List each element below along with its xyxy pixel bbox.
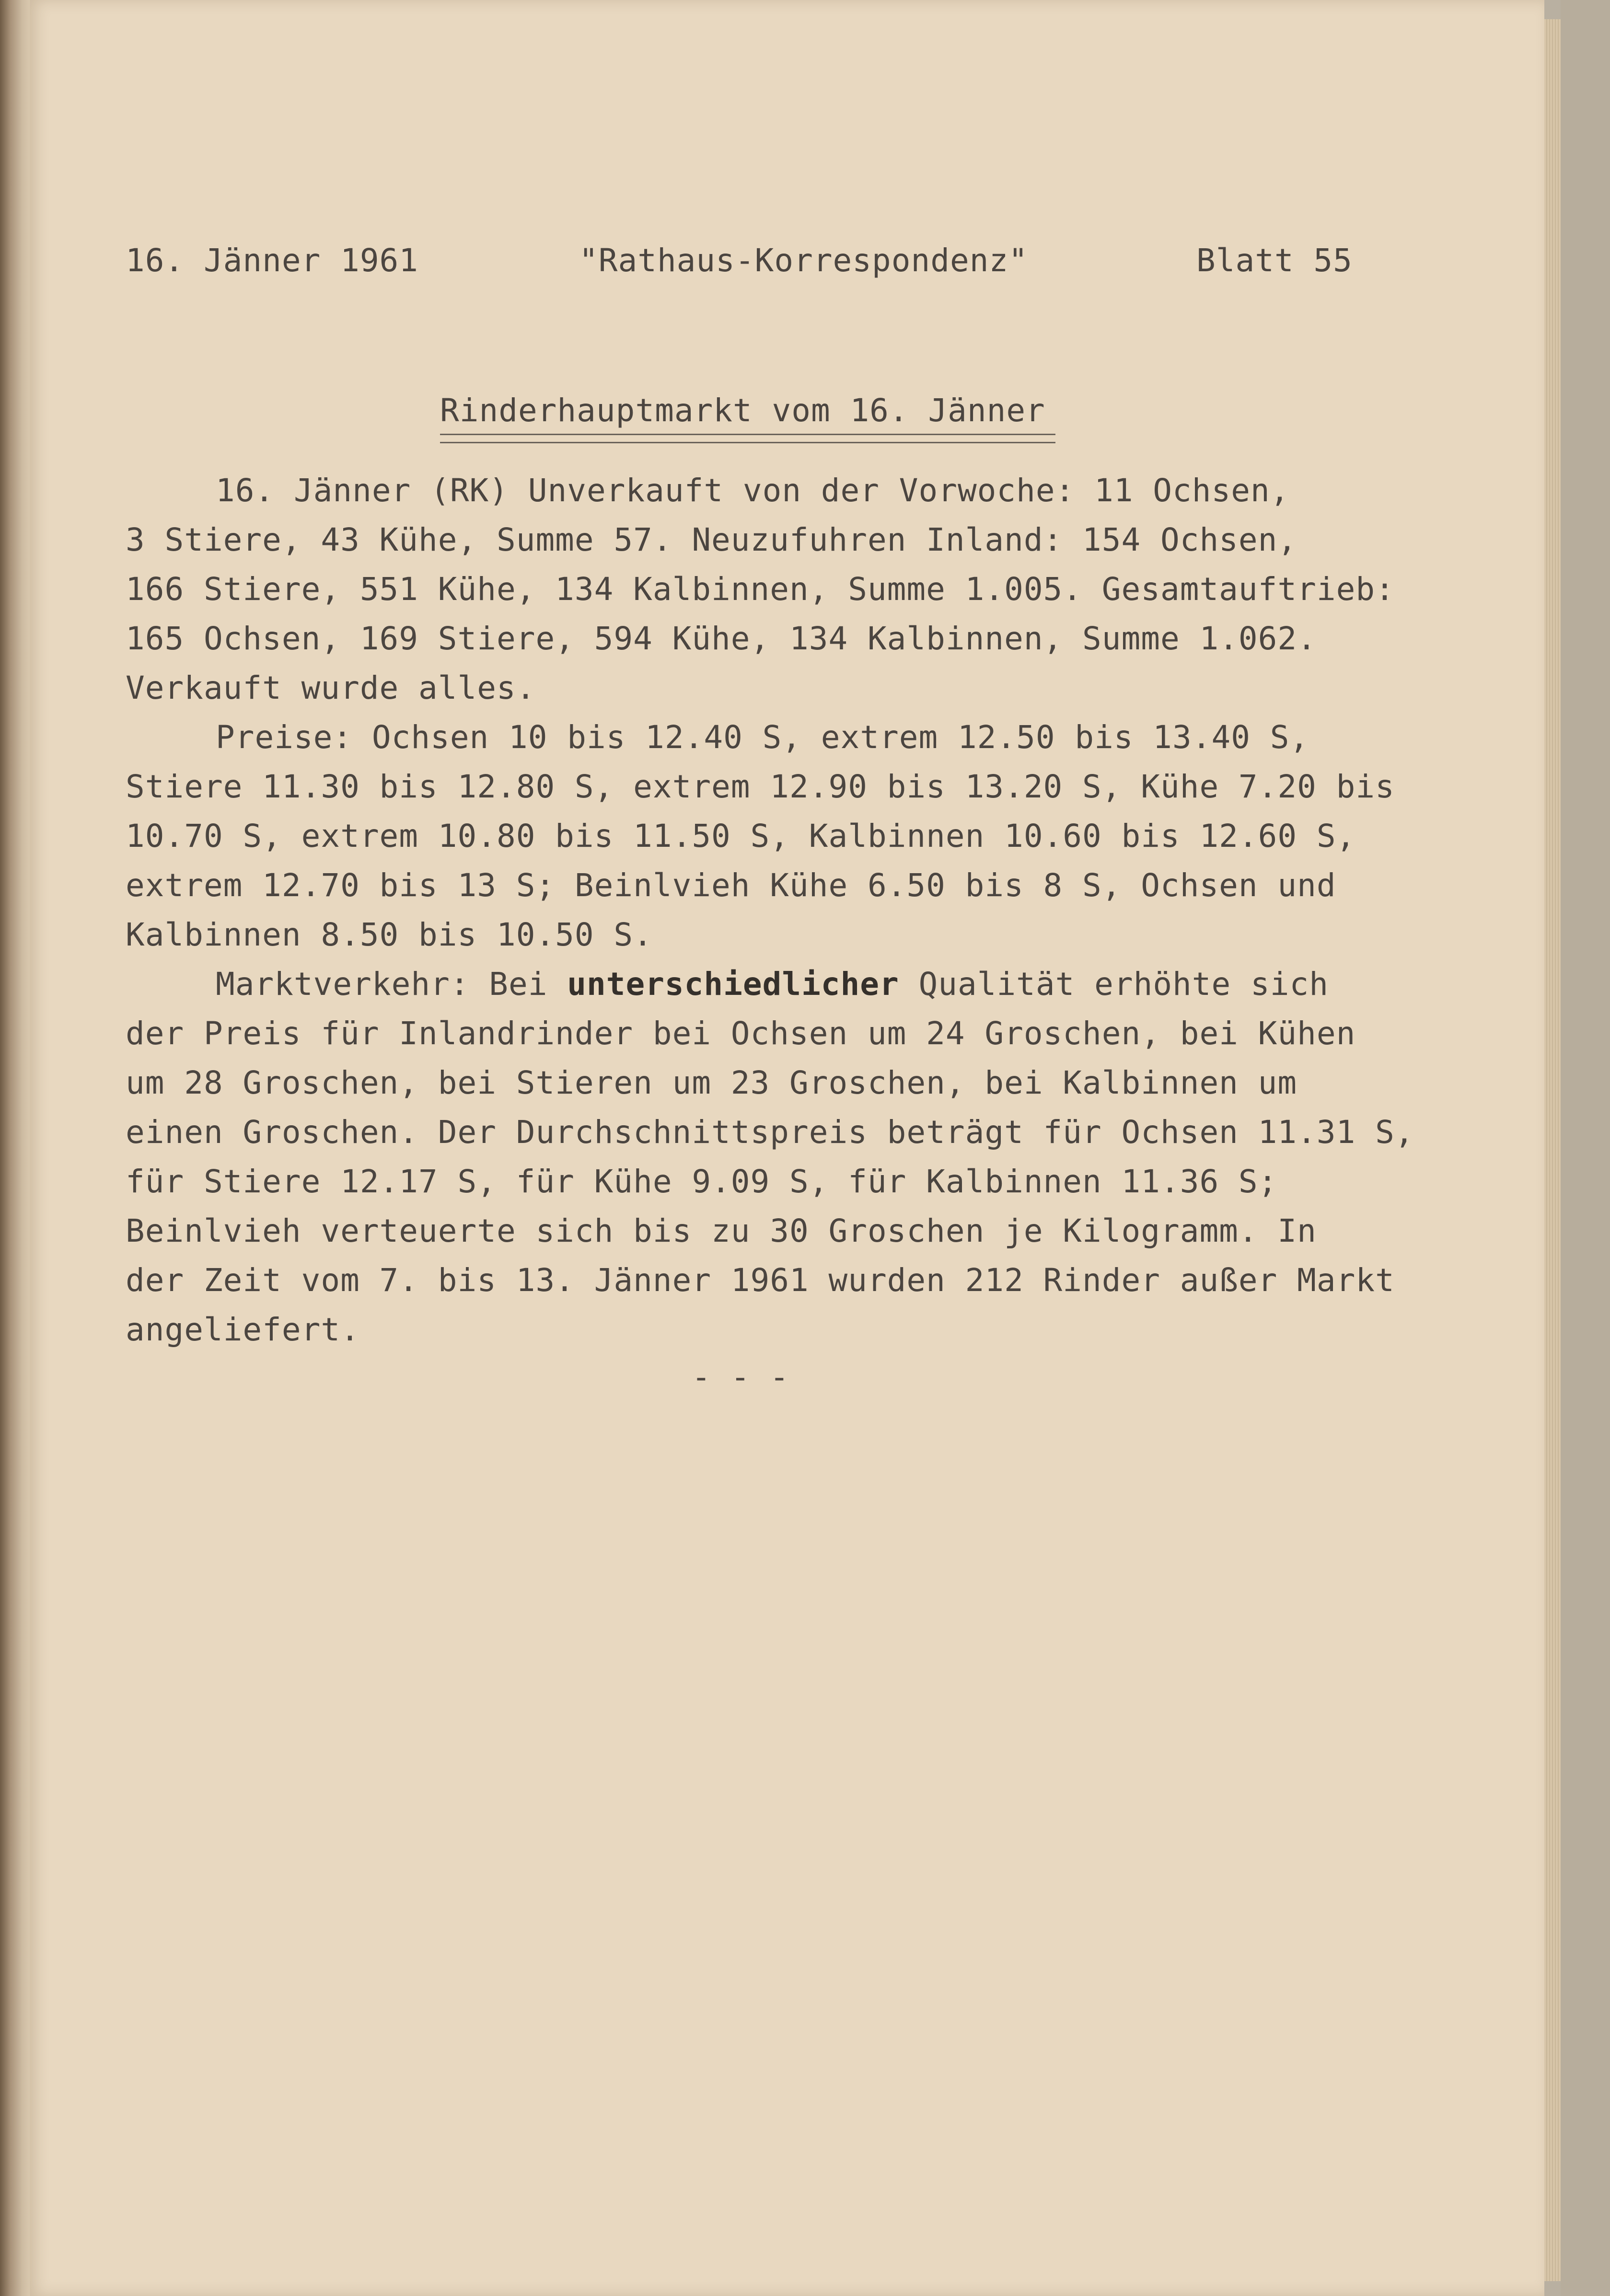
paragraph3-line: angeliefert. — [126, 1311, 360, 1348]
paragraph3-line: einen Groschen. Der Durchschnittspreis beträgt für Ochsen 11.31 S, — [126, 1114, 1414, 1151]
end-mark: - - - — [692, 1359, 789, 1396]
paragraph2-line: Stiere 11.30 bis 12.80 S, extrem 12.90 bis 13.20 S, Kühe 7.20 bis — [126, 768, 1395, 805]
paragraph3-line: der Zeit vom 7. bis 13. Jänner 1961 wurden 212 Rinder außer Markt — [126, 1262, 1395, 1299]
header-publication: "Rathaus-Korrespondenz" — [579, 242, 1028, 279]
paragraph1-line: 16. Jänner (RK) Unverkauft von der Vorwoche: 11 Ochsen, — [216, 472, 1290, 509]
paragraph3-line: um 28 Groschen, bei Stieren um 23 Groschen, bei Kalbinnen um — [126, 1064, 1297, 1101]
paragraph1-line: 165 Ochsen, 169 Stiere, 594 Kühe, 134 Kalbinnen, Summe 1.062. — [126, 620, 1317, 657]
header-date: 16. Jänner 1961 — [126, 242, 419, 279]
title-double-underline — [440, 434, 1055, 443]
paragraph3-start: Marktverkehr: Bei — [216, 966, 568, 1003]
paragraph3-line: der Preis für Inlandrinder bei Ochsen um 24 Groschen, bei Kühen — [126, 1015, 1356, 1052]
paragraph3-line: für Stiere 12.17 S, für Kühe 9.09 S, für Kalbinnen 11.36 S; — [126, 1163, 1278, 1200]
paragraph2-line: extrem 12.70 bis 13 S; Beinlvieh Kühe 6.50 bis 8 S, Ochsen und — [126, 867, 1336, 904]
paragraph3-line: Beinlvieh verteuerte sich bis zu 30 Groschen je Kilogramm. In — [126, 1212, 1317, 1249]
paragraph3-bold-word: unterschiedlicher — [567, 966, 899, 1003]
paragraph2-line: 10.70 S, extrem 10.80 bis 11.50 S, Kalbinnen 10.60 bis 12.60 S, — [126, 818, 1356, 854]
paragraph3-end: Qualität erhöhte sich — [899, 966, 1329, 1003]
article-title: Rinderhauptmarkt vom 16. Jänner — [440, 392, 1045, 429]
paragraph3-first-line — [216, 966, 1329, 1003]
paragraph2-line: Kalbinnen 8.50 bis 10.50 S. — [126, 916, 653, 953]
paragraph1-line: Verkauft wurde alles. — [126, 669, 536, 706]
paragraph2-line: Preise: Ochsen 10 bis 12.40 S, extrem 12.50 bis 13.40 S, — [216, 719, 1309, 756]
header-page-number: Blatt 55 — [1196, 242, 1353, 279]
paragraph1-line: 3 Stiere, 43 Kühe, Summe 57. Neuzufuhren Inland: 154 Ochsen, — [126, 521, 1297, 558]
paragraph1-line: 166 Stiere, 551 Kühe, 134 Kalbinnen, Summe 1.005. Gesamtauftrieb: — [126, 571, 1395, 608]
